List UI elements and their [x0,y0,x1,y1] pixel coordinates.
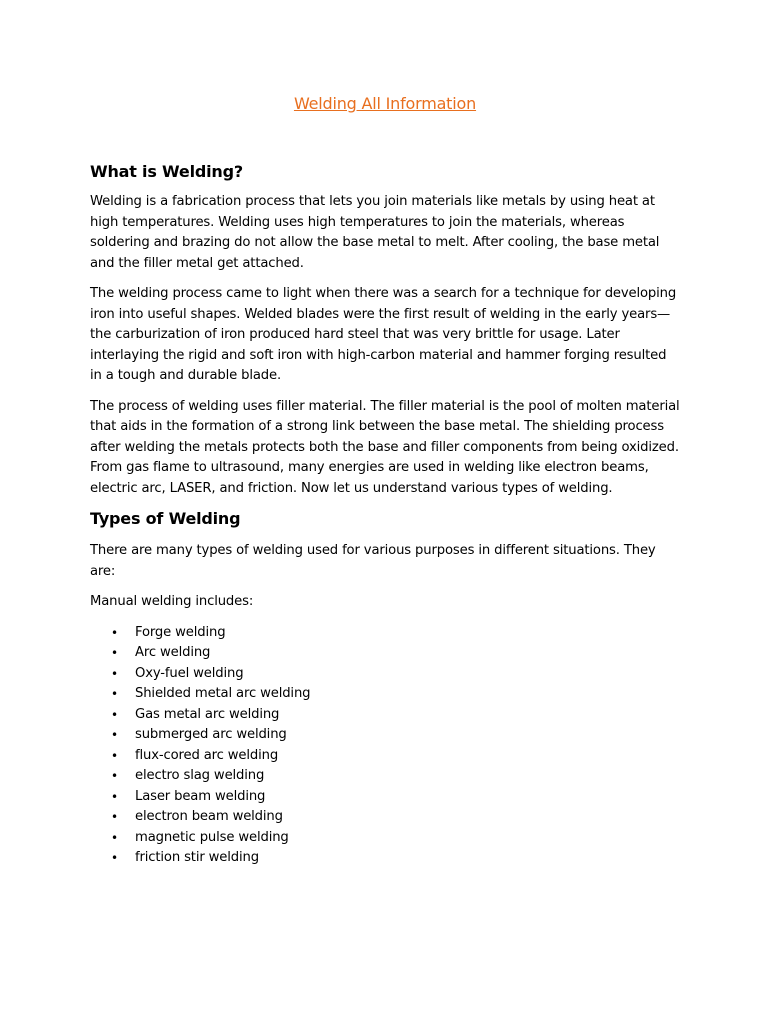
document-page [90,94,680,869]
list-item-text: Gas metal arc welding [135,706,280,722]
paragraph: Welding is a fabrication process that lets you join materials like metals by using heat at high temperatures. Welding uses high temperatures to join the materials, whereas soldering and brazing do not allow the base metal to melt. After cooling, the base metal and the filler metal get attached. [90,194,660,271]
document-title: Welding All Information [293,94,477,113]
bullet-icon: • [111,748,118,763]
bullet-icon: • [111,830,118,845]
list-item-text: Oxy-fuel welding [135,665,244,681]
list-item-text: Laser beam welding [135,788,266,804]
paragraph: Manual welding includes: [90,594,254,609]
list-item [90,705,680,726]
list-item-text: magnetic pulse welding [135,829,289,845]
list-item [90,623,680,644]
welding-types-list [90,623,680,869]
bullet-icon: • [111,810,118,824]
bullet-icon: • [111,687,118,701]
bullet-icon: • [111,789,118,804]
bullet-icon: • [111,728,118,742]
list-item-text: Forge welding [135,624,226,640]
bullet-icon: • [111,707,118,722]
bullet-icon: • [111,666,118,681]
list-item [90,684,680,705]
paragraph: There are many types of welding used for various purposes in different situations. They are: [90,543,656,579]
list-item [90,787,680,808]
bullet-icon: • [111,625,118,640]
section-heading-what-is-welding: What is Welding? [90,162,243,181]
bullet-icon: • [111,851,118,865]
list-item [90,807,680,828]
bullet-icon: • [111,769,118,783]
list-item [90,725,680,746]
list-item-text: electron beam welding [135,809,283,824]
list-item-text: friction stir welding [135,850,259,865]
list-item [90,643,680,664]
list-item [90,848,680,869]
list-item-text: electro slag welding [135,768,265,783]
bullet-icon: • [111,646,118,660]
list-item-text: flux-cored arc welding [135,747,279,763]
list-item [90,828,680,849]
paragraph: The welding process came to light when there was a search for a technique for developing iron into useful shapes. Welded blades were the first result of welding in the early years—the carburization of iron produced hard steel that was very brittle for usage. Later interlaying the rigid and soft iron with high-carbon material and hammer forging resulted in a tough and durable blade. [90,286,677,383]
list-item [90,664,680,685]
section-heading-types-of-welding: Types of Welding [90,509,241,528]
list-item-text: Arc welding [135,645,211,660]
list-item [90,746,680,767]
list-item [90,766,680,787]
paragraph: The process of welding uses filler material. The filler material is the pool of molten material that aids in the formation of a strong link between the base metal. The shielding process after welding the metals protects both the base and filler components from being oxidized. From gas flame to ultrasound, many energies are used in welding like electron beams, electric arc, LASER, and friction. Now let us understand various types of welding. [90,398,680,496]
list-item-text: Shielded metal arc welding [135,686,311,701]
list-item-text: submerged arc welding [135,727,287,742]
